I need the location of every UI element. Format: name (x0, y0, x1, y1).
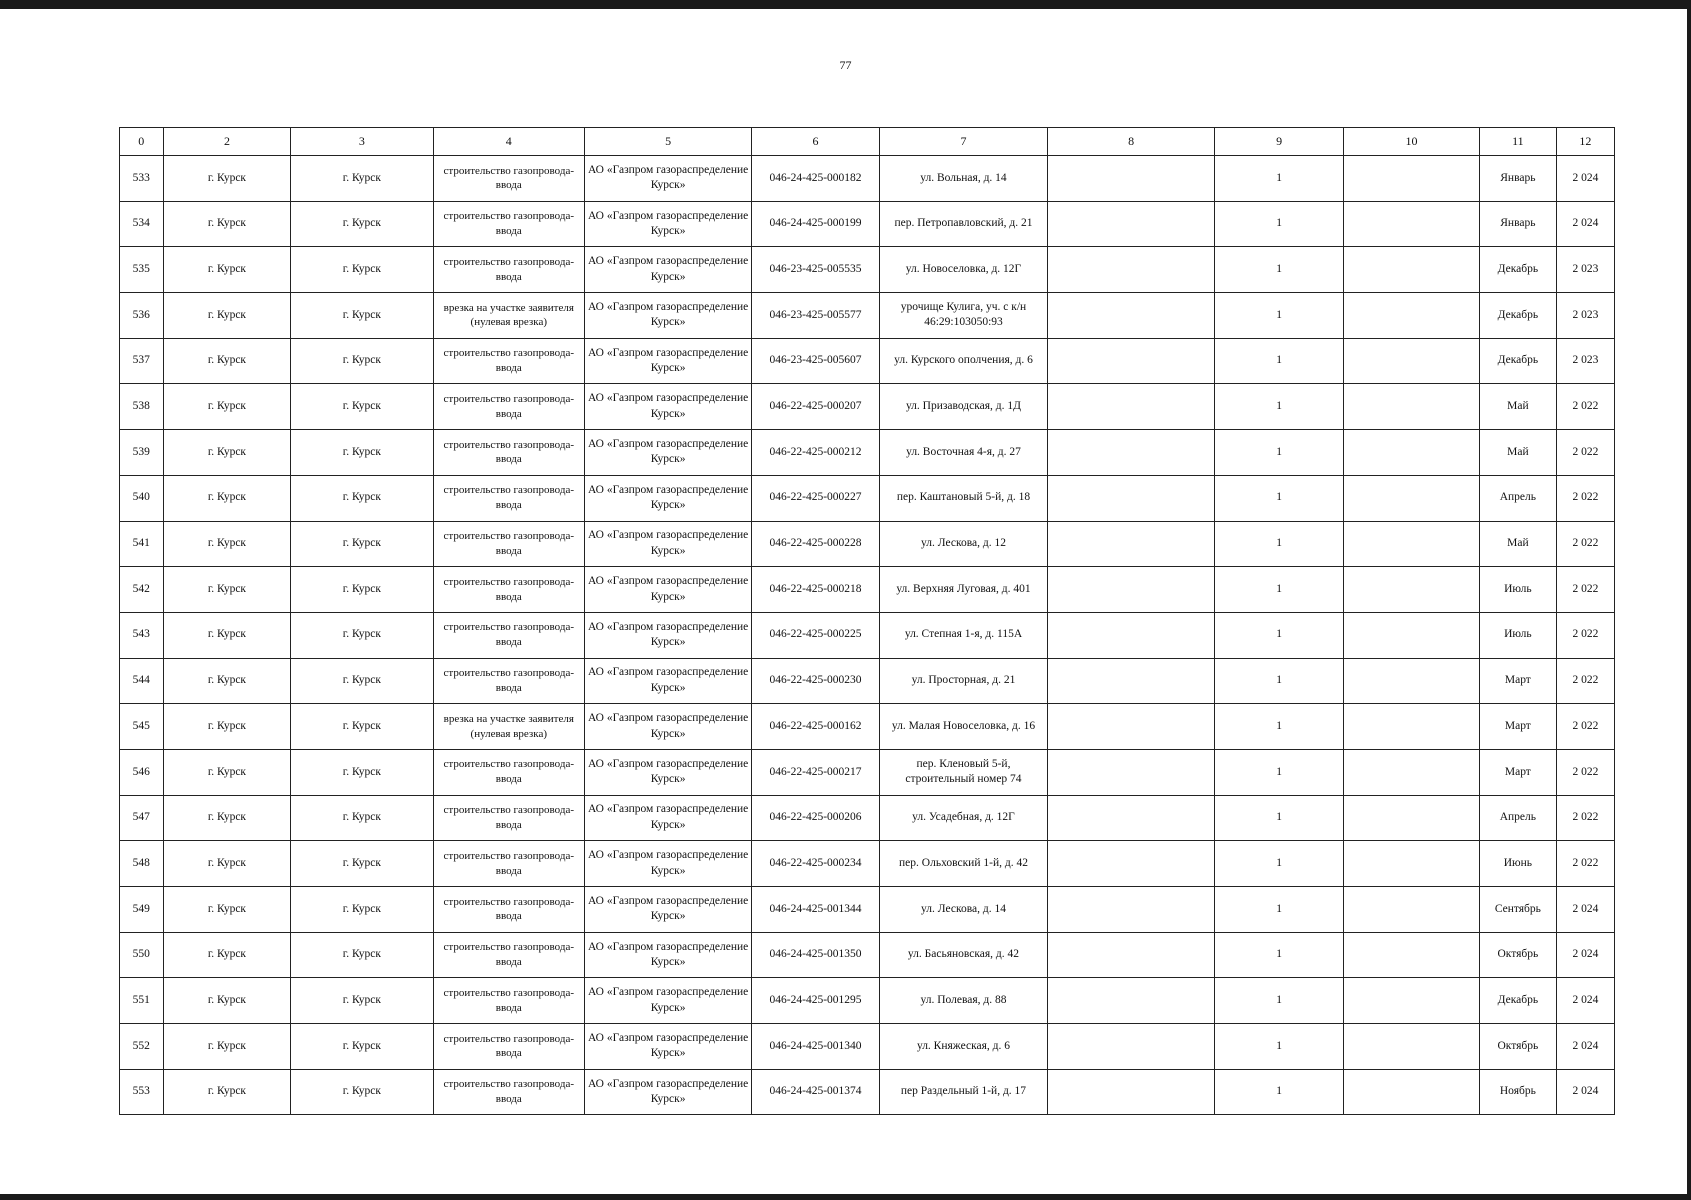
page-number: 77 (839, 58, 852, 72)
column-header: 7 (879, 128, 1047, 156)
year-cell: 2 023 (1556, 338, 1614, 384)
table-row (120, 704, 1615, 750)
month-cell: Июнь (1479, 841, 1556, 887)
table-row (120, 384, 1615, 430)
column-10-cell (1343, 338, 1479, 384)
quantity-cell: 1 (1215, 612, 1344, 658)
registry-code-cell: 046-22-425-000218 (752, 567, 880, 613)
row-number-cell: 533 (120, 156, 164, 202)
registry-code-cell: 046-22-425-000206 (752, 795, 880, 841)
organization-cell: АО «Газпром газораспределение Курск» (585, 521, 752, 567)
column-8-cell (1048, 156, 1215, 202)
year-cell: 2 022 (1556, 749, 1614, 795)
quantity-cell: 1 (1215, 475, 1344, 521)
organization-cell: АО «Газпром газораспределение Курск» (585, 156, 752, 202)
organization-cell: АО «Газпром газораспределение Курск» (585, 1024, 752, 1070)
table-row (120, 887, 1615, 933)
address-cell: ул. Княжеская, д. 6 (879, 1024, 1047, 1070)
column-8-cell (1048, 658, 1215, 704)
work-type-cell: строительство газопровода-ввода (433, 795, 585, 841)
organization-cell: АО «Газпром газораспределение Курск» (585, 1069, 752, 1115)
quantity-cell: 1 (1215, 1069, 1344, 1115)
registry-code-cell: 046-22-425-000217 (752, 749, 880, 795)
month-cell: Июль (1479, 567, 1556, 613)
column-8-cell (1048, 704, 1215, 750)
row-number-cell: 543 (120, 612, 164, 658)
address-cell: ул. Вольная, д. 14 (879, 156, 1047, 202)
address-cell: ул. Полевая, д. 88 (879, 978, 1047, 1024)
month-cell: Ноябрь (1479, 1069, 1556, 1115)
month-cell: Март (1479, 749, 1556, 795)
organization-cell: АО «Газпром газораспределение Курск» (585, 749, 752, 795)
locality-cell: г. Курск (291, 475, 433, 521)
locality-cell: г. Курск (291, 978, 433, 1024)
table-row (120, 293, 1615, 339)
settlement-cell: г. Курск (163, 338, 291, 384)
column-8-cell (1048, 841, 1215, 887)
address-cell: ул. Просторная, д. 21 (879, 658, 1047, 704)
settlement-cell: г. Курск (163, 475, 291, 521)
column-8-cell (1048, 293, 1215, 339)
organization-cell: АО «Газпром газораспределение Курск» (585, 247, 752, 293)
month-cell: Май (1479, 384, 1556, 430)
address-cell: ул. Басьяновская, д. 42 (879, 932, 1047, 978)
column-10-cell (1343, 749, 1479, 795)
column-10-cell (1343, 201, 1479, 247)
year-cell: 2 022 (1556, 704, 1614, 750)
month-cell: Декабрь (1479, 293, 1556, 339)
column-8-cell (1048, 521, 1215, 567)
row-number-cell: 548 (120, 841, 164, 887)
quantity-cell: 1 (1215, 338, 1344, 384)
row-number-cell: 540 (120, 475, 164, 521)
settlement-cell: г. Курск (163, 567, 291, 613)
address-cell: ул. Лескова, д. 14 (879, 887, 1047, 933)
address-cell: пер. Ольховский 1-й, д. 42 (879, 841, 1047, 887)
locality-cell: г. Курск (291, 201, 433, 247)
work-type-cell: врезка на участке заявителя (нулевая врезка) (433, 704, 585, 750)
year-cell: 2 022 (1556, 475, 1614, 521)
table-row (120, 521, 1615, 567)
work-type-cell: строительство газопровода-ввода (433, 384, 585, 430)
year-cell: 2 024 (1556, 156, 1614, 202)
column-10-cell (1343, 704, 1479, 750)
row-number-cell: 547 (120, 795, 164, 841)
column-8-cell (1048, 749, 1215, 795)
quantity-cell: 1 (1215, 201, 1344, 247)
month-cell: Май (1479, 521, 1556, 567)
column-header: 12 (1556, 128, 1614, 156)
year-cell: 2 024 (1556, 1069, 1614, 1115)
column-header: 10 (1343, 128, 1479, 156)
column-8-cell (1048, 932, 1215, 978)
row-number-cell: 535 (120, 247, 164, 293)
locality-cell: г. Курск (291, 338, 433, 384)
quantity-cell: 1 (1215, 1024, 1344, 1070)
quantity-cell: 1 (1215, 795, 1344, 841)
column-10-cell (1343, 795, 1479, 841)
registry-code-cell: 046-24-425-001340 (752, 1024, 880, 1070)
column-8-cell (1048, 1024, 1215, 1070)
column-10-cell (1343, 887, 1479, 933)
address-cell: ул. Восточная 4-я, д. 27 (879, 430, 1047, 476)
settlement-cell: г. Курск (163, 384, 291, 430)
work-type-cell: строительство газопровода-ввода (433, 887, 585, 933)
row-number-cell: 536 (120, 293, 164, 339)
column-10-cell (1343, 841, 1479, 887)
year-cell: 2 022 (1556, 795, 1614, 841)
address-cell: ул. Лескова, д. 12 (879, 521, 1047, 567)
registry-code-cell: 046-24-425-001295 (752, 978, 880, 1024)
registry-code-cell: 046-22-425-000228 (752, 521, 880, 567)
month-cell: Декабрь (1479, 247, 1556, 293)
locality-cell: г. Курск (291, 156, 433, 202)
year-cell: 2 024 (1556, 932, 1614, 978)
registry-code-cell: 046-22-425-000225 (752, 612, 880, 658)
column-header: 5 (585, 128, 752, 156)
table-row (120, 932, 1615, 978)
column-10-cell (1343, 612, 1479, 658)
column-10-cell (1343, 430, 1479, 476)
work-type-cell: строительство газопровода-ввода (433, 567, 585, 613)
locality-cell: г. Курск (291, 430, 433, 476)
table-row (120, 475, 1615, 521)
month-cell: Октябрь (1479, 932, 1556, 978)
month-cell: Январь (1479, 201, 1556, 247)
month-cell: Сентябрь (1479, 887, 1556, 933)
year-cell: 2 023 (1556, 247, 1614, 293)
organization-cell: АО «Газпром газораспределение Курск» (585, 293, 752, 339)
month-cell: Апрель (1479, 475, 1556, 521)
table-row (120, 795, 1615, 841)
work-type-cell: строительство газопровода-ввода (433, 430, 585, 476)
settlement-cell: г. Курск (163, 887, 291, 933)
quantity-cell: 1 (1215, 156, 1344, 202)
locality-cell: г. Курск (291, 384, 433, 430)
organization-cell: АО «Газпром газораспределение Курск» (585, 658, 752, 704)
quantity-cell: 1 (1215, 841, 1344, 887)
row-number-cell: 542 (120, 567, 164, 613)
address-cell: пер. Кленовый 5-й, строительный номер 74 (879, 749, 1047, 795)
registry-code-cell: 046-24-425-001350 (752, 932, 880, 978)
address-cell: ул. Призаводская, д. 1Д (879, 384, 1047, 430)
settlement-cell: г. Курск (163, 612, 291, 658)
scan-border-top (0, 0, 1691, 9)
column-header: 11 (1479, 128, 1556, 156)
column-8-cell (1048, 795, 1215, 841)
table-row (120, 338, 1615, 384)
table-row (120, 658, 1615, 704)
column-8-cell (1048, 612, 1215, 658)
quantity-cell: 1 (1215, 293, 1344, 339)
locality-cell: г. Курск (291, 247, 433, 293)
address-cell: ул. Новоселовка, д. 12Г (879, 247, 1047, 293)
locality-cell: г. Курск (291, 658, 433, 704)
year-cell: 2 022 (1556, 430, 1614, 476)
table-row (120, 1069, 1615, 1115)
column-header: 2 (163, 128, 291, 156)
row-number-cell: 534 (120, 201, 164, 247)
work-type-cell: врезка на участке заявителя (нулевая врезка) (433, 293, 585, 339)
month-cell: Июль (1479, 612, 1556, 658)
column-8-cell (1048, 201, 1215, 247)
settlement-cell: г. Курск (163, 704, 291, 750)
column-8-cell (1048, 475, 1215, 521)
organization-cell: АО «Газпром газораспределение Курск» (585, 430, 752, 476)
scan-border-right (1687, 0, 1691, 1200)
address-cell: пер Раздельный 1-й, д. 17 (879, 1069, 1047, 1115)
address-cell: урочище Кулига, уч. с к/н 46:29:103050:93 (879, 293, 1047, 339)
row-number-cell: 537 (120, 338, 164, 384)
work-type-cell: строительство газопровода-ввода (433, 338, 585, 384)
work-type-cell: строительство газопровода-ввода (433, 612, 585, 658)
organization-cell: АО «Газпром газораспределение Курск» (585, 338, 752, 384)
column-10-cell (1343, 658, 1479, 704)
column-10-cell (1343, 1069, 1479, 1115)
year-cell: 2 022 (1556, 612, 1614, 658)
table-row (120, 201, 1615, 247)
quantity-cell: 1 (1215, 430, 1344, 476)
column-10-cell (1343, 293, 1479, 339)
registry-body (120, 156, 1615, 1115)
year-cell: 2 022 (1556, 658, 1614, 704)
settlement-cell: г. Курск (163, 749, 291, 795)
registry-code-cell: 046-24-425-000182 (752, 156, 880, 202)
locality-cell: г. Курск (291, 841, 433, 887)
row-number-cell: 550 (120, 932, 164, 978)
row-number-cell: 553 (120, 1069, 164, 1115)
column-10-cell (1343, 932, 1479, 978)
work-type-cell: строительство газопровода-ввода (433, 841, 585, 887)
registry-code-cell: 046-24-425-001344 (752, 887, 880, 933)
quantity-cell: 1 (1215, 704, 1344, 750)
table-row (120, 978, 1615, 1024)
column-10-cell (1343, 247, 1479, 293)
address-cell: ул. Курского ополчения, д. 6 (879, 338, 1047, 384)
year-cell: 2 022 (1556, 567, 1614, 613)
settlement-cell: г. Курск (163, 293, 291, 339)
column-8-cell (1048, 978, 1215, 1024)
organization-cell: АО «Газпром газораспределение Курск» (585, 978, 752, 1024)
table-row (120, 430, 1615, 476)
organization-cell: АО «Газпром газораспределение Курск» (585, 201, 752, 247)
column-8-cell (1048, 430, 1215, 476)
quantity-cell: 1 (1215, 749, 1344, 795)
settlement-cell: г. Курск (163, 156, 291, 202)
month-cell: Апрель (1479, 795, 1556, 841)
year-cell: 2 024 (1556, 201, 1614, 247)
organization-cell: АО «Газпром газораспределение Курск» (585, 841, 752, 887)
month-cell: Март (1479, 704, 1556, 750)
row-number-cell: 545 (120, 704, 164, 750)
work-type-cell: строительство газопровода-ввода (433, 978, 585, 1024)
settlement-cell: г. Курск (163, 978, 291, 1024)
registry-code-cell: 046-22-425-000212 (752, 430, 880, 476)
year-cell: 2 024 (1556, 887, 1614, 933)
registry-code-cell: 046-22-425-000234 (752, 841, 880, 887)
quantity-cell: 1 (1215, 887, 1344, 933)
settlement-cell: г. Курск (163, 1069, 291, 1115)
organization-cell: АО «Газпром газораспределение Курск» (585, 612, 752, 658)
organization-cell: АО «Газпром газораспределение Курск» (585, 567, 752, 613)
quantity-cell: 1 (1215, 978, 1344, 1024)
year-cell: 2 022 (1556, 521, 1614, 567)
column-8-cell (1048, 384, 1215, 430)
table-row (120, 749, 1615, 795)
locality-cell: г. Курск (291, 704, 433, 750)
organization-cell: АО «Газпром газораспределение Курск» (585, 704, 752, 750)
table-row (120, 567, 1615, 613)
header-row (120, 128, 1615, 156)
month-cell: Декабрь (1479, 338, 1556, 384)
registry-code-cell: 046-23-425-005535 (752, 247, 880, 293)
organization-cell: АО «Газпром газораспределение Курск» (585, 795, 752, 841)
registry-code-cell: 046-22-425-000207 (752, 384, 880, 430)
column-10-cell (1343, 567, 1479, 613)
address-cell: пер. Каштановый 5-й, д. 18 (879, 475, 1047, 521)
quantity-cell: 1 (1215, 384, 1344, 430)
row-number-cell: 538 (120, 384, 164, 430)
row-number-cell: 552 (120, 1024, 164, 1070)
column-8-cell (1048, 338, 1215, 384)
settlement-cell: г. Курск (163, 521, 291, 567)
registry-code-cell: 046-22-425-000162 (752, 704, 880, 750)
column-header: 0 (120, 128, 164, 156)
settlement-cell: г. Курск (163, 658, 291, 704)
table-row (120, 247, 1615, 293)
registry-code-cell: 046-22-425-000227 (752, 475, 880, 521)
quantity-cell: 1 (1215, 521, 1344, 567)
column-10-cell (1343, 156, 1479, 202)
column-header: 9 (1215, 128, 1344, 156)
locality-cell: г. Курск (291, 1024, 433, 1070)
locality-cell: г. Курск (291, 612, 433, 658)
work-type-cell: строительство газопровода-ввода (433, 156, 585, 202)
table-row (120, 841, 1615, 887)
column-header: 3 (291, 128, 433, 156)
table-row (120, 612, 1615, 658)
work-type-cell: строительство газопровода-ввода (433, 749, 585, 795)
column-10-cell (1343, 1024, 1479, 1070)
settlement-cell: г. Курск (163, 795, 291, 841)
table-row (120, 156, 1615, 202)
row-number-cell: 544 (120, 658, 164, 704)
work-type-cell: строительство газопровода-ввода (433, 521, 585, 567)
row-number-cell: 539 (120, 430, 164, 476)
work-type-cell: строительство газопровода-ввода (433, 1069, 585, 1115)
work-type-cell: строительство газопровода-ввода (433, 247, 585, 293)
address-cell: ул. Усадебная, д. 12Г (879, 795, 1047, 841)
work-type-cell: строительство газопровода-ввода (433, 658, 585, 704)
year-cell: 2 022 (1556, 384, 1614, 430)
organization-cell: АО «Газпром газораспределение Курск» (585, 384, 752, 430)
address-cell: пер. Петропавловский, д. 21 (879, 201, 1047, 247)
settlement-cell: г. Курск (163, 201, 291, 247)
locality-cell: г. Курск (291, 521, 433, 567)
settlement-cell: г. Курск (163, 932, 291, 978)
address-cell: ул. Малая Новоселовка, д. 16 (879, 704, 1047, 750)
quantity-cell: 1 (1215, 932, 1344, 978)
month-cell: Октябрь (1479, 1024, 1556, 1070)
column-8-cell (1048, 567, 1215, 613)
registry-code-cell: 046-23-425-005577 (752, 293, 880, 339)
settlement-cell: г. Курск (163, 1024, 291, 1070)
column-8-cell (1048, 247, 1215, 293)
column-10-cell (1343, 521, 1479, 567)
column-10-cell (1343, 978, 1479, 1024)
locality-cell: г. Курск (291, 567, 433, 613)
column-header: 4 (433, 128, 585, 156)
work-type-cell: строительство газопровода-ввода (433, 201, 585, 247)
month-cell: Январь (1479, 156, 1556, 202)
table-row (120, 1024, 1615, 1070)
quantity-cell: 1 (1215, 247, 1344, 293)
column-8-cell (1048, 1069, 1215, 1115)
address-cell: ул. Степная 1-я, д. 115А (879, 612, 1047, 658)
work-type-cell: строительство газопровода-ввода (433, 1024, 585, 1070)
row-number-cell: 551 (120, 978, 164, 1024)
settlement-cell: г. Курск (163, 247, 291, 293)
column-8-cell (1048, 887, 1215, 933)
scan-border-bottom (0, 1194, 1691, 1200)
registry-code-cell: 046-22-425-000230 (752, 658, 880, 704)
organization-cell: АО «Газпром газораспределение Курск» (585, 887, 752, 933)
column-10-cell (1343, 384, 1479, 430)
locality-cell: г. Курск (291, 932, 433, 978)
registry-code-cell: 046-24-425-000199 (752, 201, 880, 247)
month-cell: Март (1479, 658, 1556, 704)
column-header: 8 (1048, 128, 1215, 156)
year-cell: 2 022 (1556, 841, 1614, 887)
quantity-cell: 1 (1215, 567, 1344, 613)
column-header: 6 (752, 128, 880, 156)
year-cell: 2 024 (1556, 1024, 1614, 1070)
quantity-cell: 1 (1215, 658, 1344, 704)
settlement-cell: г. Курск (163, 841, 291, 887)
locality-cell: г. Курск (291, 1069, 433, 1115)
locality-cell: г. Курск (291, 749, 433, 795)
column-10-cell (1343, 475, 1479, 521)
locality-cell: г. Курск (291, 887, 433, 933)
row-number-cell: 549 (120, 887, 164, 933)
work-type-cell: строительство газопровода-ввода (433, 932, 585, 978)
locality-cell: г. Курск (291, 795, 433, 841)
locality-cell: г. Курск (291, 293, 433, 339)
address-cell: ул. Верхняя Луговая, д. 401 (879, 567, 1047, 613)
organization-cell: АО «Газпром газораспределение Курск» (585, 932, 752, 978)
organization-cell: АО «Газпром газораспределение Курск» (585, 475, 752, 521)
row-number-cell: 541 (120, 521, 164, 567)
registry-code-cell: 046-24-425-001374 (752, 1069, 880, 1115)
row-number-cell: 546 (120, 749, 164, 795)
month-cell: Декабрь (1479, 978, 1556, 1024)
year-cell: 2 023 (1556, 293, 1614, 339)
registry-code-cell: 046-23-425-005607 (752, 338, 880, 384)
year-cell: 2 024 (1556, 978, 1614, 1024)
registry-table (119, 127, 1615, 1115)
settlement-cell: г. Курск (163, 430, 291, 476)
work-type-cell: строительство газопровода-ввода (433, 475, 585, 521)
month-cell: Май (1479, 430, 1556, 476)
